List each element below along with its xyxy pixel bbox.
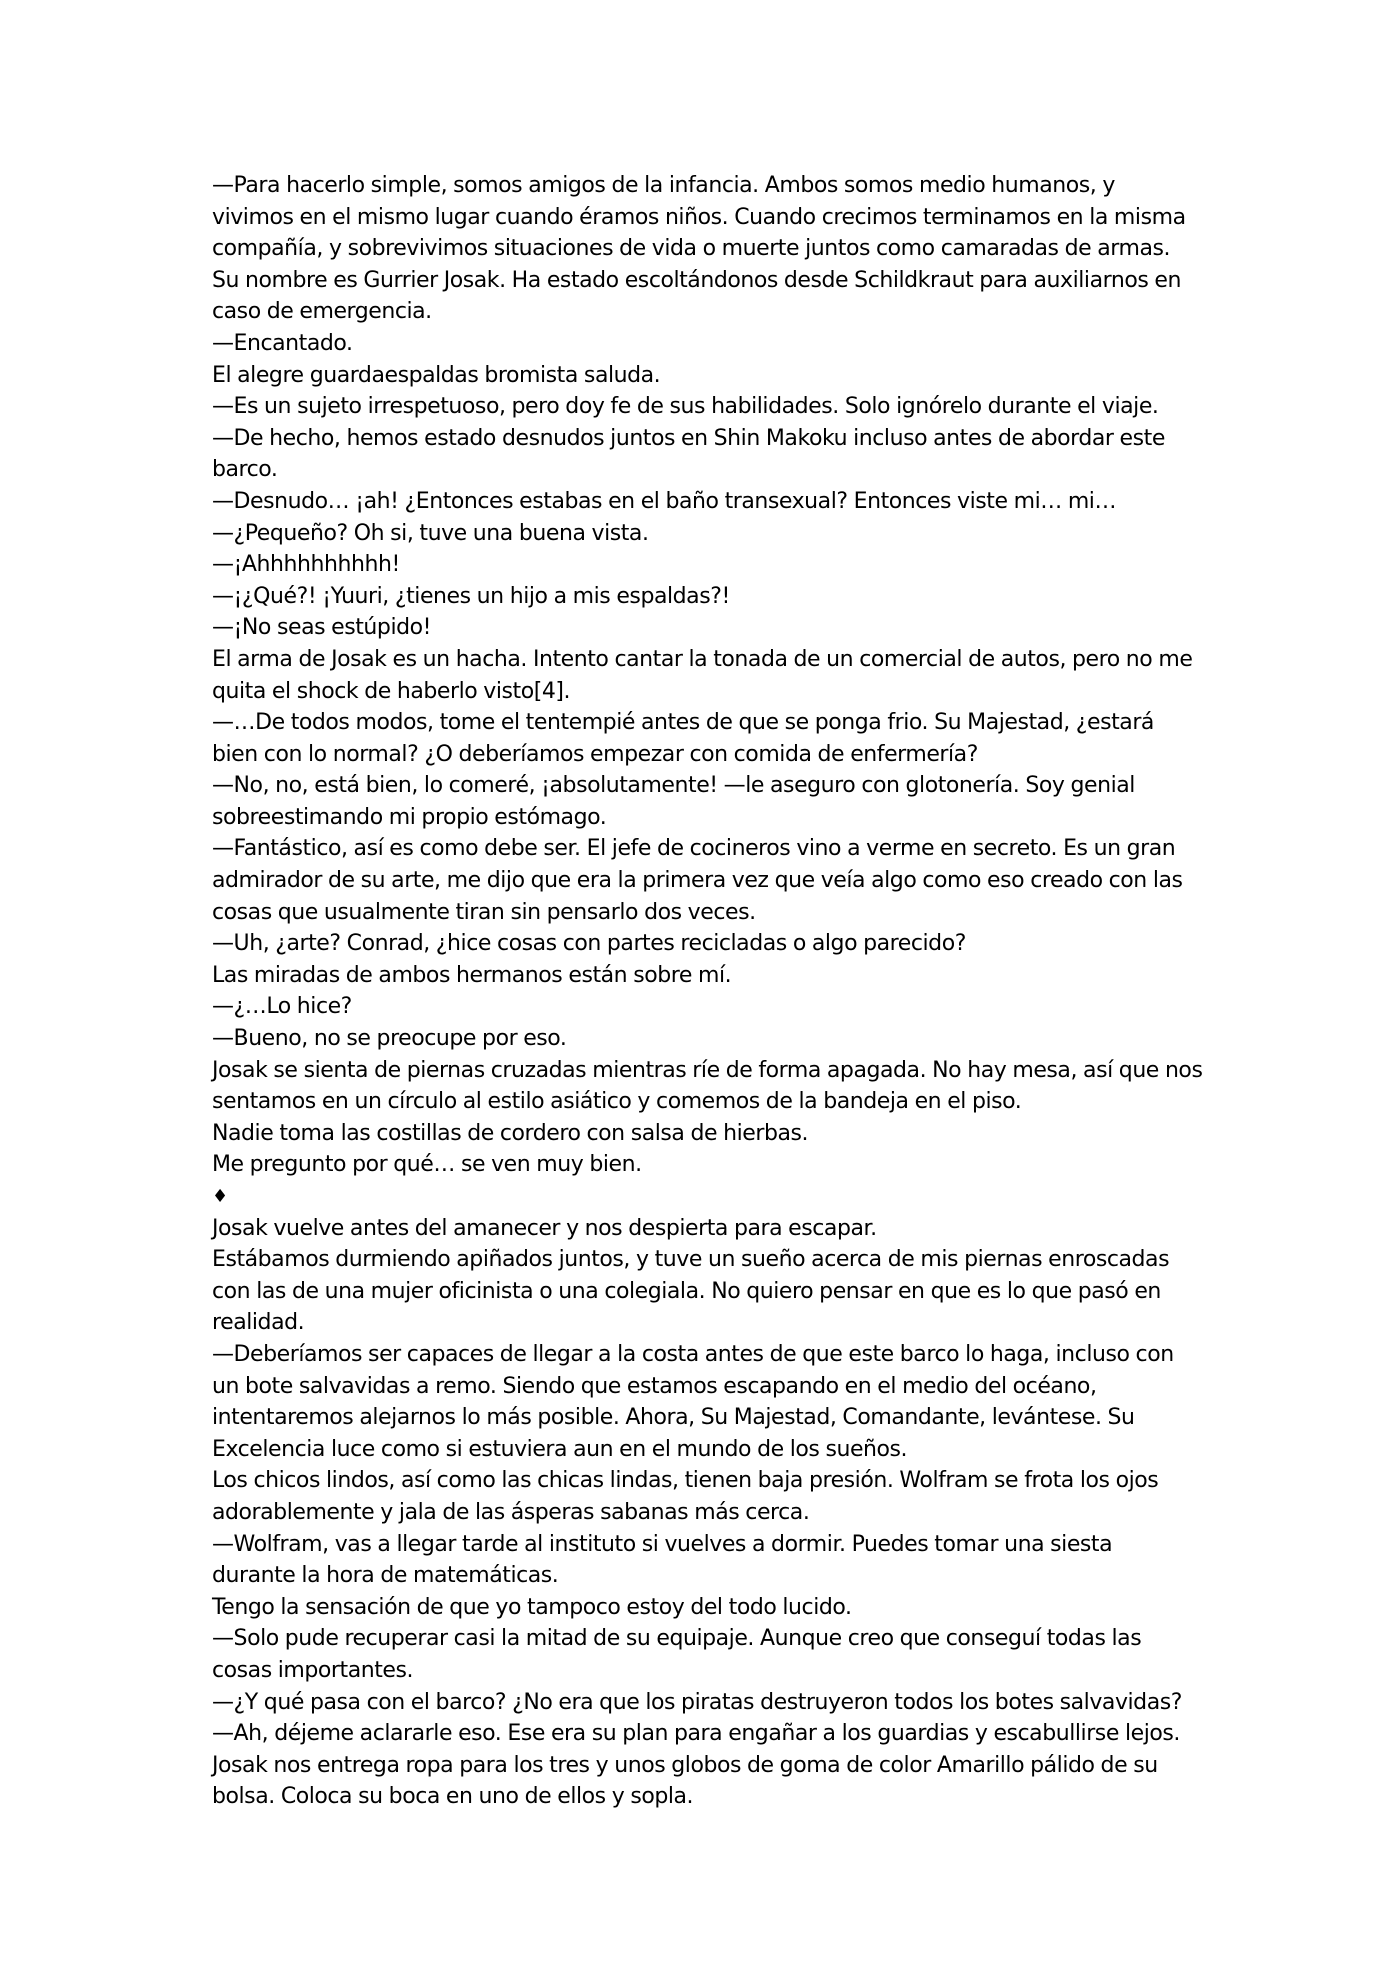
text-line: —Bueno, no se preocupe por eso. xyxy=(212,1026,567,1052)
scene-break-diamond-icon: ♦ xyxy=(212,1186,228,1207)
text-line: —…De todos modos, tome el tentempié antes de que se ponga frio. Su Majestad, ¿estará xyxy=(212,710,1154,736)
text-line: —Uh, ¿arte? Conrad, ¿hice cosas con partes recicladas o algo parecido? xyxy=(212,931,966,957)
text-line: Las miradas de ambos hermanos están sobre mí. xyxy=(212,962,732,988)
text-line: —Para hacerlo simple, somos amigos de la infancia. Ambos somos medio humanos, y xyxy=(212,173,1115,198)
text-line: cosas que usualmente tiran sin pensarlo dos veces. xyxy=(212,899,756,925)
text-line: un bote salvavidas a remo. Siendo que estamos escapando en el medio del océano, xyxy=(212,1373,1097,1399)
text-line: —¿Pequeño? Oh si, tuve una buena vista. xyxy=(212,520,649,546)
text-line: durante la hora de matemáticas. xyxy=(212,1563,559,1589)
text-line: cosas importantes. xyxy=(212,1657,414,1683)
text-line: Los chicos lindos, así como las chicas lindas, tienen baja presión. Wolfram se frota los ojos xyxy=(212,1468,1159,1494)
text-line: —Solo pude recuperar casi la mitad de su equipaje. Aunque creo que conseguí todas las xyxy=(212,1626,1142,1652)
text-line: —No, no, está bien, lo comeré, ¡absolutamente! —le aseguro con glotonería. Soy genial xyxy=(212,773,1135,799)
text-line: Excelencia luce como si estuviera aun en el mundo de los sueños. xyxy=(212,1436,908,1462)
text-line: —¡¿Qué?! ¡Yuuri, ¿tienes un hijo a mis espaldas?! xyxy=(212,583,730,609)
text-line: —¡No seas estúpido! xyxy=(212,615,432,641)
text-line: Me pregunto por qué… se ven muy bien. xyxy=(212,1152,642,1178)
text-line: —Ah, déjeme aclararle eso. Ese era su plan para engañar a los guardias y escabullirse lejos. xyxy=(212,1721,1180,1747)
text-line: Tengo la sensación de que yo tampoco estoy del todo lucido. xyxy=(212,1594,852,1620)
text-line: Josak vuelve antes del amanecer y nos despierta para escapar. xyxy=(212,1215,877,1241)
text-line: —¿Y qué pasa con el barco? ¿No era que los piratas destruyeron todos los botes salvavidas? xyxy=(212,1689,1182,1715)
text-line: Su nombre es Gurrier Josak. Ha estado escoltándonos desde Schildkraut para auxiliarnos en xyxy=(212,267,1181,293)
text-line: sentamos en un círculo al estilo asiático y comemos de la bandeja en el piso. xyxy=(212,1089,1022,1115)
text-line: con las de una mujer oficinista o una colegiala. No quiero pensar en que es lo que pasó en xyxy=(212,1278,1161,1304)
text-line: intentaremos alejarnos lo más posible. Ahora, Su Majestad, Comandante, levántese. Su xyxy=(212,1405,1135,1431)
text-line: Nadie toma las costillas de cordero con salsa de hierbas. xyxy=(212,1120,809,1146)
text-line: —¿…Lo hice? xyxy=(212,994,352,1020)
text-line: —¡Ahhhhhhhhhh! xyxy=(212,552,400,578)
text-line: El arma de Josak es un hacha. Intento cantar la tonada de un comercial de autos, pero no me xyxy=(212,646,1193,672)
text-line: —Fantástico, así es como debe ser. El jefe de cocineros vino a verme en secreto. Es un gran xyxy=(212,836,1176,862)
text-line: barco. xyxy=(212,457,278,483)
text-line: vivimos en el mismo lugar cuando éramos niños. Cuando crecimos terminamos en la misma xyxy=(212,204,1186,230)
text-line: sobreestimando mi propio estómago. xyxy=(212,804,607,830)
text-line: —Encantado. xyxy=(212,330,353,356)
text-line xyxy=(212,1813,1207,1845)
text-line: admirador de su arte, me dijo que era la primera vez que veía algo como eso creado con las xyxy=(212,868,1183,894)
text-line: —Deberíamos ser capaces de llegar a la costa antes de que este barco lo haga, incluso con xyxy=(212,1341,1174,1367)
text-line: caso de emergencia. xyxy=(212,299,432,325)
text-line: —De hecho, hemos estado desnudos juntos en Shin Makoku incluso antes de abordar este xyxy=(212,425,1165,451)
text-line: Josak nos entrega ropa para los tres y unos globos de goma de color Amarillo pálido de su xyxy=(212,1752,1158,1778)
text-line: bolsa. Coloca su boca en uno de ellos y sopla. xyxy=(212,1784,694,1810)
text-line: —Desnudo… ¡ah! ¿Entonces estabas en el baño transexual? Entonces viste mi… mi… xyxy=(212,488,1117,514)
text-line: adorablemente y jala de las ásperas sabanas más cerca. xyxy=(212,1499,810,1525)
text-line: compañía, y sobrevivimos situaciones de vida o muerte juntos como camaradas de armas. xyxy=(212,236,1171,262)
document-body xyxy=(212,170,1207,1844)
text-line: —Es un sujeto irrespetuoso, pero doy fe de sus habilidades. Solo ignórelo durante el viaje. xyxy=(212,394,1159,420)
text-line: El alegre guardaespaldas bromista saluda. xyxy=(212,362,661,388)
text-line: bien con lo normal? ¿O deberíamos empezar con comida de enfermería? xyxy=(212,741,978,767)
text-line: quita el shock de haberlo visto[4]. xyxy=(212,678,571,704)
text-line: realidad. xyxy=(212,1310,305,1336)
text-line: Estábamos durmiendo apiñados juntos, y tuve un sueño acerca de mis piernas enroscadas xyxy=(212,1247,1170,1273)
text-line: Josak se sienta de piernas cruzadas mientras ríe de forma apagada. No hay mesa, así que nos xyxy=(212,1057,1203,1083)
text-line: —Wolfram, vas a llegar tarde al instituto si vuelves a dormir. Puedes tomar una siesta xyxy=(212,1531,1113,1557)
